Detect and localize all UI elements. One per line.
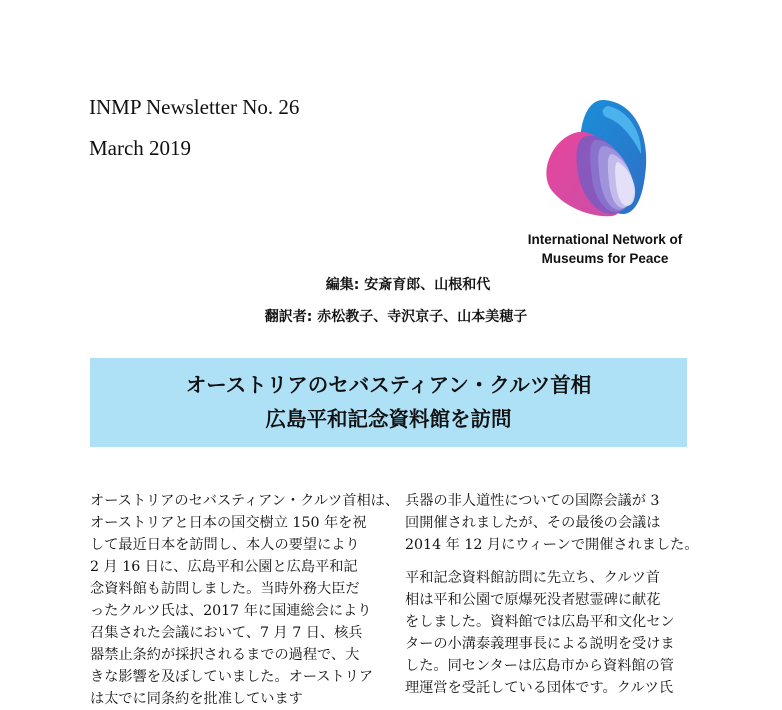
article-line: 相は平和公園で原爆死没者慰霊碑に献花 [405,592,661,608]
article-line: 念資料館も訪問しました。当時外務大臣だ [90,581,360,597]
article-line: ったクルツ氏は、2017 年に国連総会により [90,603,372,619]
article-line: して最近日本を訪問し、本人の要望により [90,537,360,553]
article-line: 器禁止条約が採択されるまでの過程で、大 [90,647,360,663]
article-line: 平和記念資料館訪問に先立ち、クルツ首 [405,570,660,586]
article-line: オーストリアのセバスティアン・クルツ首相は、 [90,493,400,509]
article-line: 召集された会議において、7 月 7 日、核兵 [90,625,363,641]
article-left-column [90,490,400,710]
article-line: 回開催されましたが、その最後の会議は [405,515,661,531]
translators-credit: 翻訳者: 赤松教子、寺沢京子、山本美穂子 [264,309,528,325]
editors-credit: 編集: 安斎育郎、山根和代 [325,277,491,293]
headline-line2: 広島平和記念資料館を訪問 [265,407,512,431]
newsletter-date: March 2019 [89,136,192,160]
article-line: 2014 年 12 月にウィーンで開催されました。 [405,537,699,553]
paragraph-gap [405,556,695,567]
logo-text-line2: Museums for Peace [541,251,669,266]
article-line: した。同センターは広島市から資料館の管 [405,658,674,674]
headline-banner [90,358,687,447]
article-line: きな影響を及ぼしていました。オーストリア [90,669,374,685]
article-line: 理運営を受託している団体です。クルツ氏 [405,680,674,696]
article-line: は太でに同条約を批准しています [90,691,303,707]
article-line: オーストリアと日本の国交樹立 150 年を祝 [90,515,367,531]
article-line: ターの小溝泰義理事長による説明を受けま [405,636,675,652]
logo-text-line1: International Network of [527,232,683,247]
article-line: 2 月 16 日に、広島平和公園と広島平和記 [90,559,358,575]
article-line: をしました。資料館では広島平和文化セン [405,614,675,630]
newsletter-title: INMP Newsletter No. 26 [89,95,300,119]
peace-museum-logo-icon [542,96,652,220]
article-right-column [405,490,699,699]
inmp-logo [520,96,690,276]
headline-line1: オーストリアのセバスティアン・クルツ首相 [185,373,592,397]
article-line: 兵器の非人道性についての国際会議が 3 [405,493,660,509]
